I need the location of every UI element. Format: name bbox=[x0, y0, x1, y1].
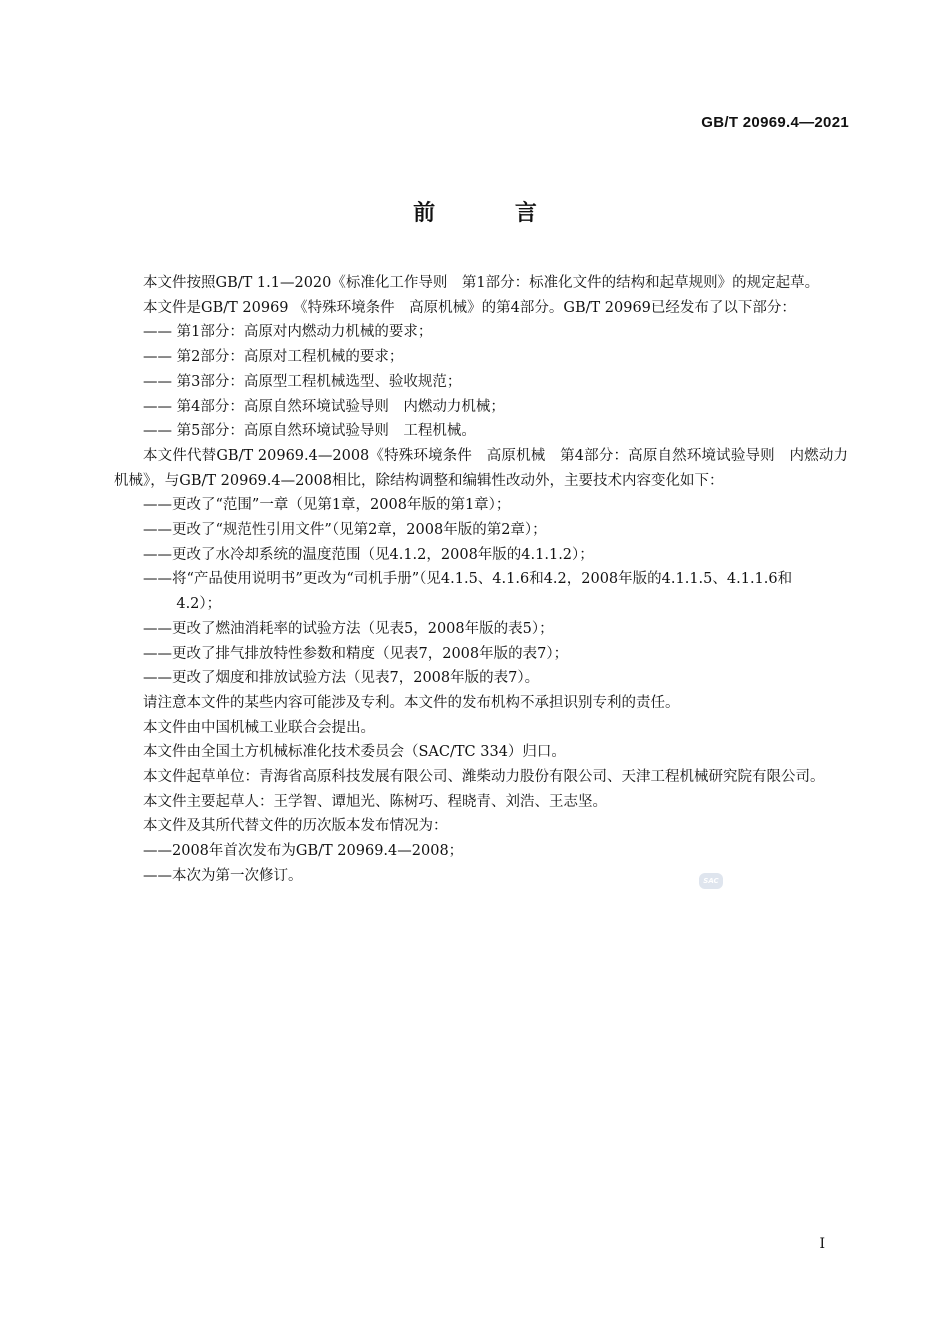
list-item-history: ——2008年首次发布为GB/T 20969.4—2008； bbox=[143, 843, 464, 860]
list-item-change bbox=[114, 493, 848, 518]
list-item-change bbox=[114, 543, 848, 568]
foreword-body bbox=[114, 271, 848, 889]
paragraph-drafters: 本文件主要起草人：王学智、谭旭光、陈树巧、程晓青、刘浩、王志坚。 bbox=[143, 793, 607, 810]
standard-code: GB/T 20969.4—2021 bbox=[701, 114, 849, 131]
list-item-history: ——本次为第一次修订。 bbox=[143, 867, 303, 884]
change-text: ——更改了烟度和排放试验方法（见表7，2008年版的表7）。 bbox=[143, 670, 540, 687]
change-text: ——更改了“范围”一章（见第1章，2008年版的第1章）； bbox=[143, 497, 511, 514]
list-item-part: —— 第3部分：高原型工程机械选型、验收规范； bbox=[143, 373, 462, 390]
list-item-change bbox=[114, 567, 848, 616]
sac-watermark-logo: SAC bbox=[699, 873, 723, 889]
page-number: I bbox=[819, 1236, 825, 1252]
list-item-part: —— 第5部分：高原自然环境试验导则 工程机械。 bbox=[143, 423, 476, 440]
list-item-change bbox=[114, 666, 848, 691]
change-text: ——更改了燃油消耗率的试验方法（见表5，2008年版的表5）； bbox=[143, 620, 554, 637]
list-item-part: —— 第1部分：高原对内燃动力机械的要求； bbox=[143, 324, 433, 341]
list-item-part: —— 第2部分：高原对工程机械的要求； bbox=[143, 349, 404, 366]
change-text: ——更改了水冷却系统的温度范围（见4.1.2，2008年版的4.1.1.2）； bbox=[143, 546, 594, 563]
paragraph-replacement: 本文件代替GB/T 20969.4—2008《特殊环境条件 高原机械 第4部分：高原自然环境试验导则 内燃动力机械》，与GB/T 20969.4—2008相比，除结构调整和编辑性改动外，主要技术内容变化如下： bbox=[114, 447, 848, 489]
list-item-change bbox=[114, 642, 848, 667]
change-text-continuation: 4.2）； bbox=[176, 596, 222, 613]
paragraph-committee: 本文件由全国土方机械标准化技术委员会（SAC/TC 334）归口。 bbox=[143, 744, 566, 761]
change-text: ——更改了“规范性引用文件”（见第2章，2008年版的第2章）； bbox=[143, 522, 547, 539]
paragraph-drafting-basis: 本文件按照GB/T 1.1—2020《标准化工作导则 第1部分：标准化文件的结构和起草规则》的规定起草。 bbox=[143, 275, 820, 291]
paragraph-history-intro: 本文件及其所代替文件的历次版本发布情况为： bbox=[143, 818, 448, 835]
change-text: ——将“产品使用说明书”更改为“司机手册”（见4.1.5、4.1.6和4.2，2008年版的4.1.1.5、4.1.1.6和 bbox=[143, 571, 793, 588]
paragraph-series-intro: 本文件是GB/T 20969 《特殊环境条件 高原机械》的第4部分。GB/T 20969已经发布了以下部分： bbox=[143, 299, 796, 316]
paragraph-patent-notice: 请注意本文件的某些内容可能涉及专利。本文件的发布机构不承担识别专利的责任。 bbox=[143, 694, 680, 711]
page-title: 前 言 bbox=[413, 201, 573, 226]
list-item-part: —— 第4部分：高原自然环境试验导则 内燃动力机械； bbox=[143, 398, 505, 415]
paragraph-drafting-units: 本文件起草单位：青海省高原科技发展有限公司、潍柴动力股份有限公司、天津工程机械研究院有限公司。 bbox=[143, 769, 825, 786]
paragraph-proposer: 本文件由中国机械工业联合会提出。 bbox=[143, 719, 375, 736]
list-item-change bbox=[114, 518, 848, 543]
list-item-change bbox=[114, 617, 848, 642]
change-text: ——更改了排气排放特性参数和精度（见表7，2008年版的表7）； bbox=[143, 645, 569, 662]
